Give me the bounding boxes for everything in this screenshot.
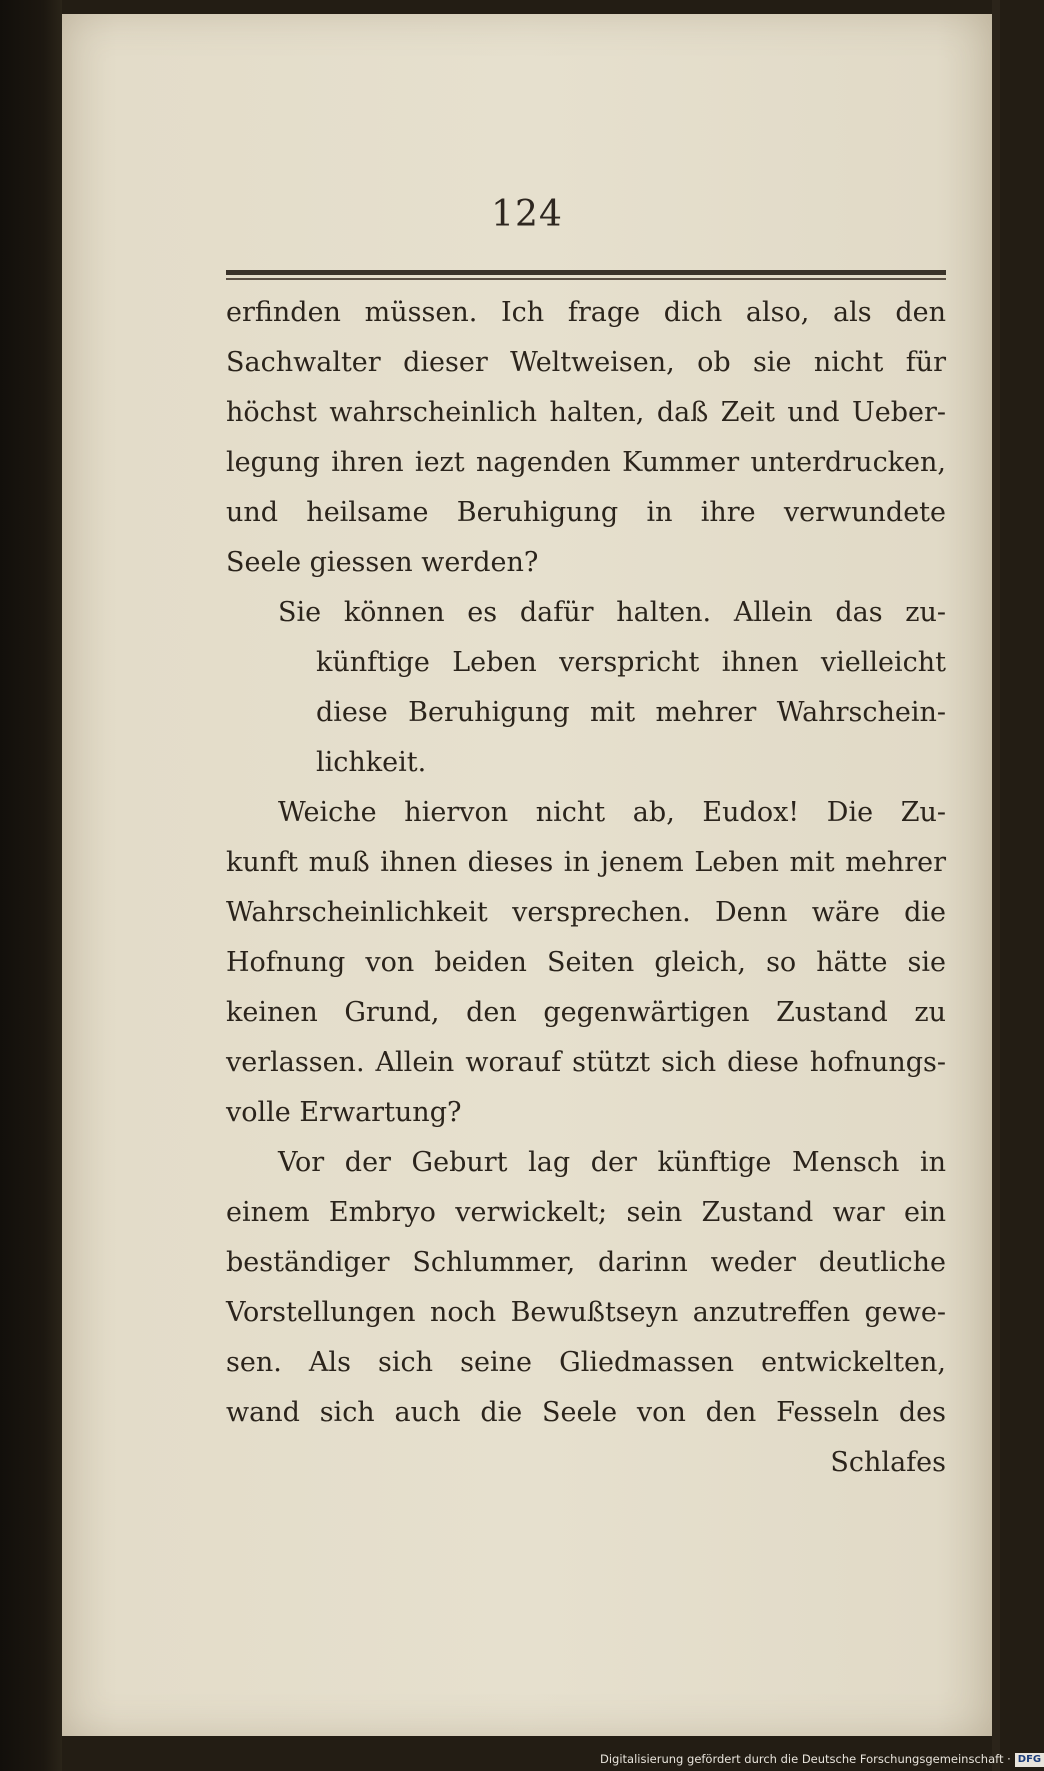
text-line: und heilsame Beruhigung in ihre verwundete (226, 497, 946, 528)
text-line: einem Embryo verwickelt; sein Zustand war ein (226, 1197, 946, 1228)
page-right-edge (992, 0, 1000, 1771)
text-line: Weiche hiervon nicht ab, Eudox! Die Zu- (278, 797, 946, 828)
text-line: Sie können es dafür halten. Allein das zu- (278, 597, 946, 628)
dfg-logo: DFG (1015, 1753, 1044, 1767)
text-line: kunft muß ihnen dieses in jenem Leben mit mehrer (226, 847, 946, 878)
header-rule (226, 270, 946, 275)
text-line: höchst wahrscheinlich halten, daß Zeit und Ueber- (226, 397, 946, 428)
text-line: Hofnung von beiden Seiten gleich, so hätte sie (226, 947, 946, 978)
credit-text: Digitalisierung gefördert durch die Deutsche Forschungsgemeinschaft · (600, 1752, 1011, 1766)
text-line: diese Beruhigung mit mehrer Wahrschein- (316, 697, 946, 728)
text-line: erfinden müssen. Ich frage dich also, als den (226, 297, 946, 328)
body-text (226, 288, 946, 1488)
text-line: Seele giessen werden? (226, 547, 539, 578)
text-line: Schlafes (830, 1447, 946, 1478)
digitization-credit (600, 1749, 1042, 1769)
text-line: Wahrscheinlichkeit versprechen. Denn wäre die (226, 897, 946, 928)
text-line: künftige Leben verspricht ihnen vielleicht (316, 647, 946, 678)
text-line: Vor der Geburt lag der künftige Mensch in (278, 1147, 946, 1178)
text-line: beständiger Schlummer, darinn weder deutliche (226, 1247, 946, 1278)
text-line: volle Erwartung? (226, 1097, 462, 1128)
text-line: lichkeit. (316, 747, 427, 778)
text-line: legung ihren iezt nagenden Kummer unterdrucken, (226, 447, 946, 478)
text-line: sen. Als sich seine Gliedmassen entwickelten, (226, 1347, 946, 1378)
page-number: 124 (491, 194, 563, 235)
text-line: keinen Grund, den gegenwärtigen Zustand zu (226, 997, 946, 1028)
text-line: Sachwalter dieser Weltweisen, ob sie nicht für (226, 347, 946, 378)
book-page (62, 14, 992, 1736)
book-binding-edge (0, 0, 62, 1771)
text-line: wand sich auch die Seele von den Fesseln des (226, 1397, 946, 1428)
text-line: Vorstellungen noch Bewußtseyn anzutreffen gewe- (226, 1297, 946, 1328)
header-rule-thin (226, 278, 946, 280)
text-line: verlassen. Allein worauf stützt sich diese hofnungs- (226, 1047, 946, 1078)
